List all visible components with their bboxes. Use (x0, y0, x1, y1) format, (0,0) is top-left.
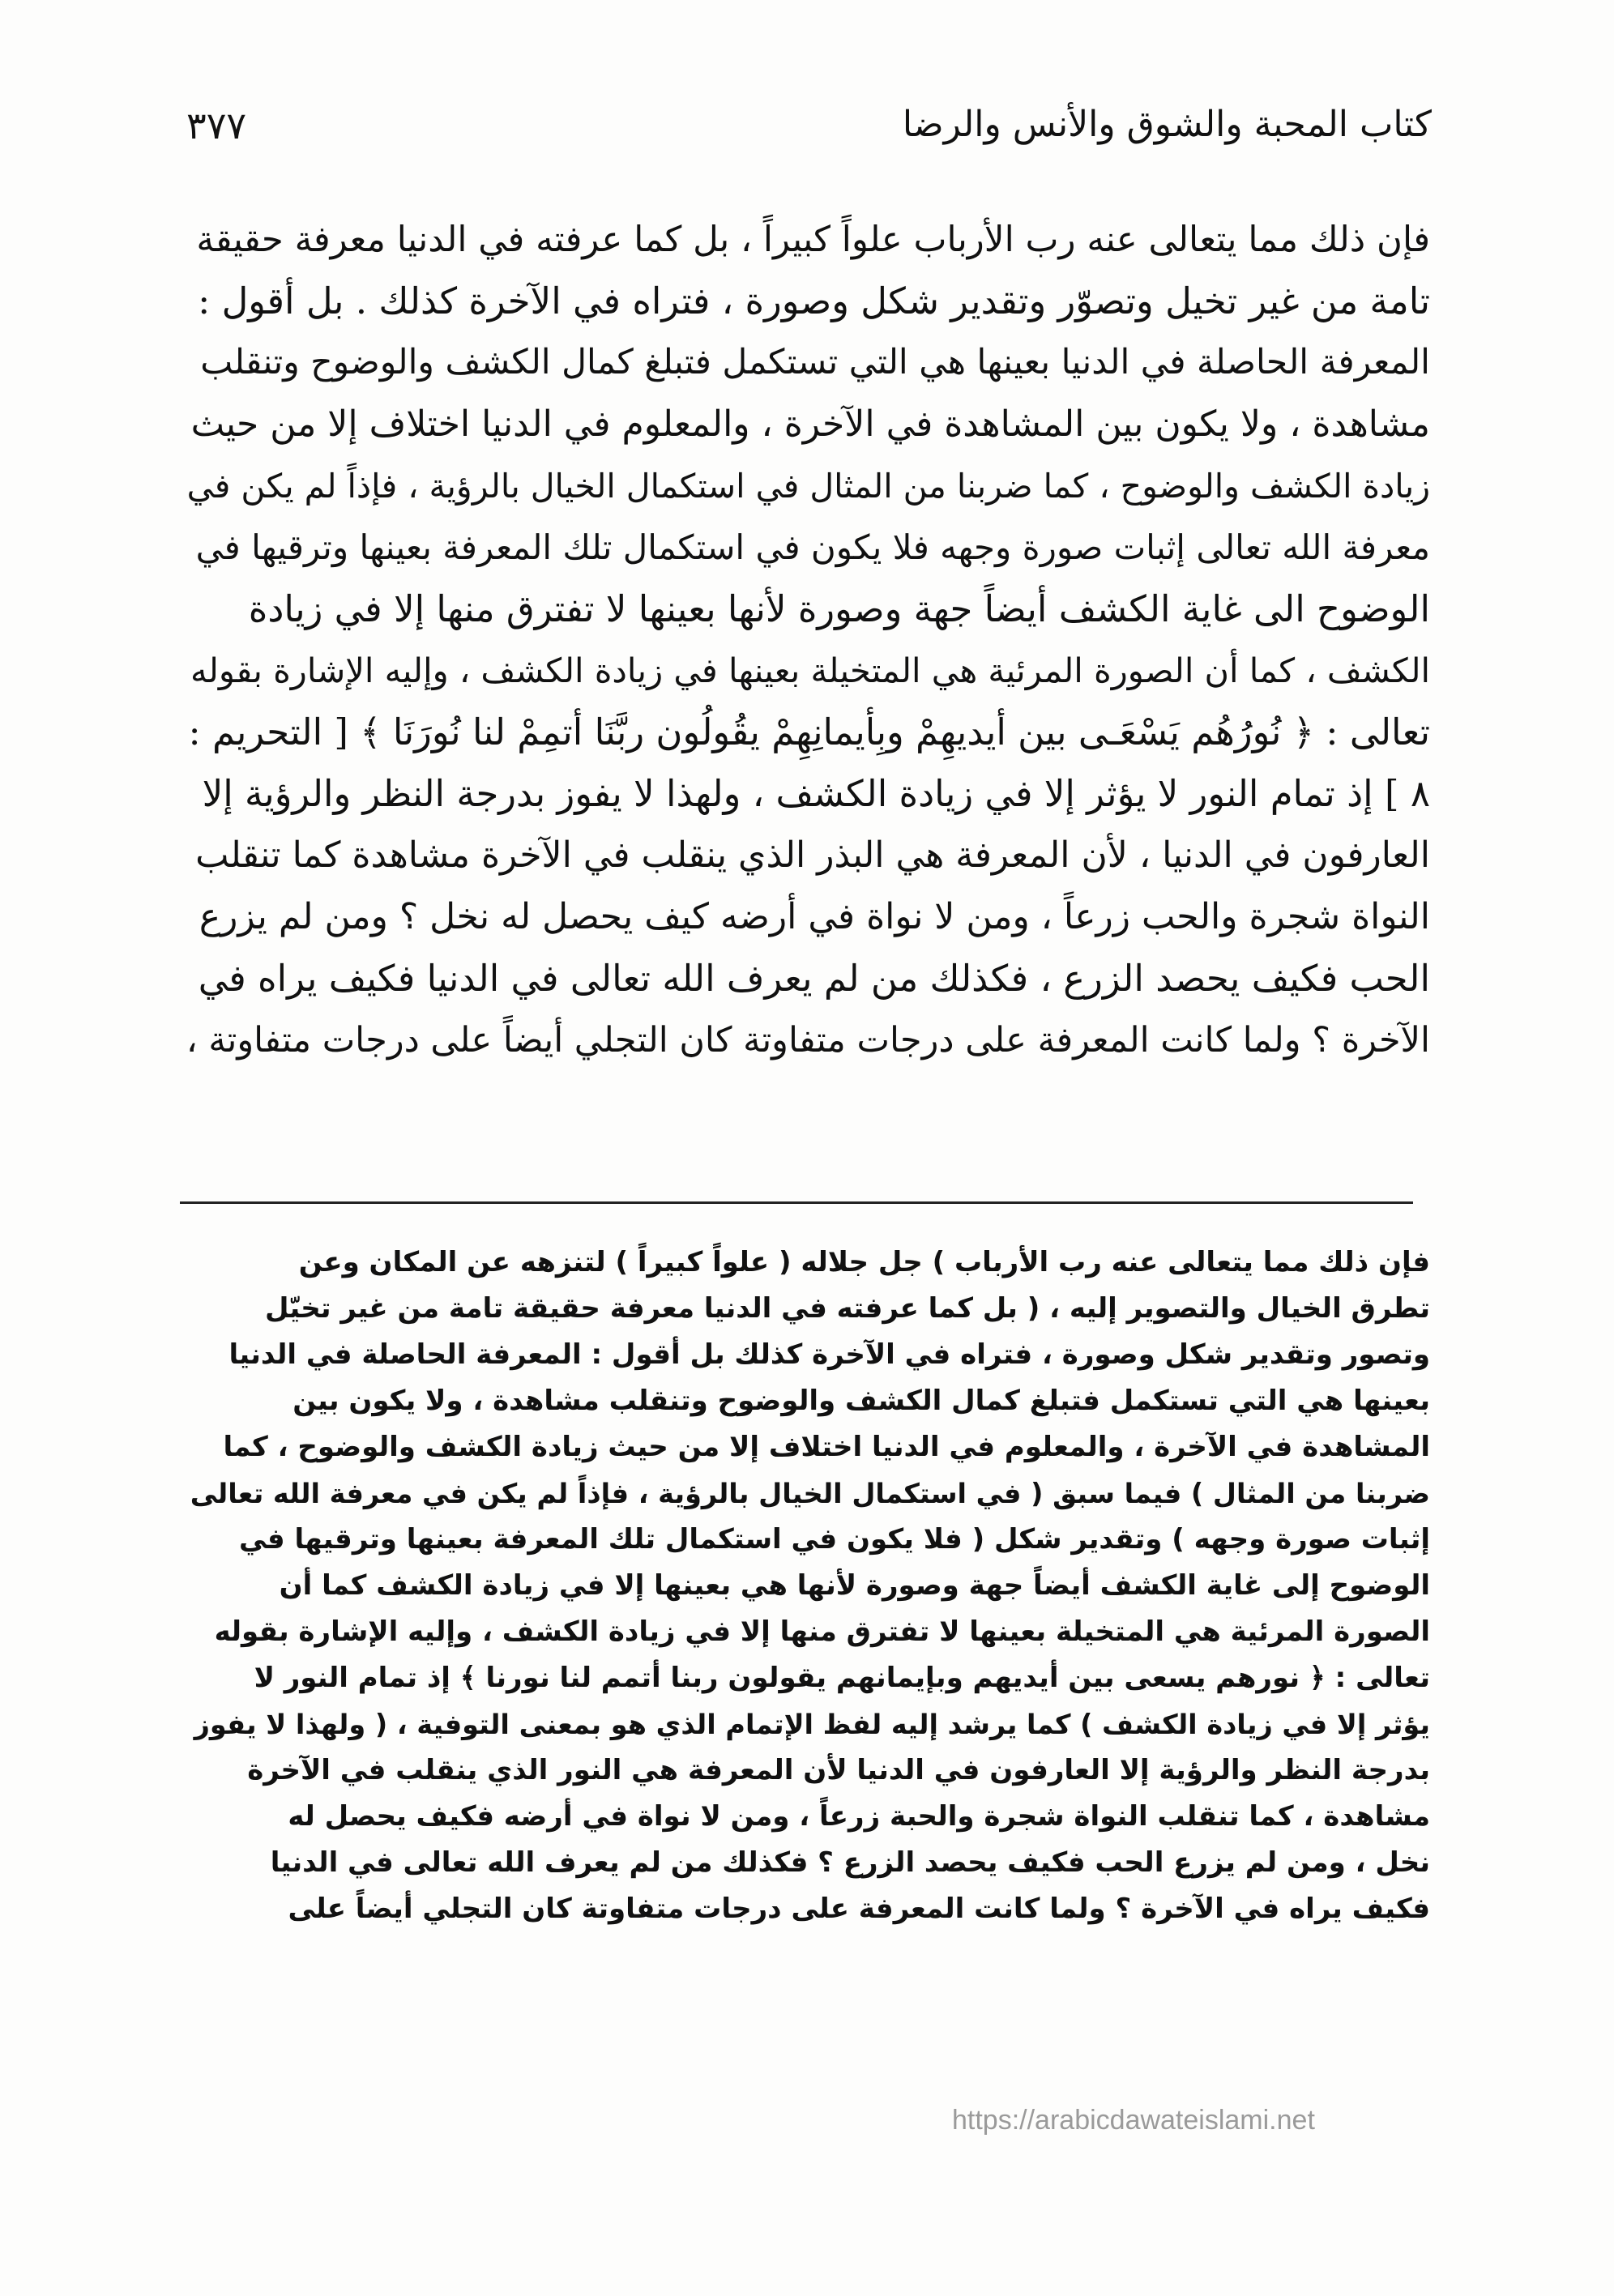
main-line: العارفون في الدنيا ، لأن المعرفة هي البذر الذي ينقلب في الآخرة مشاهدة كما تنقلب (195, 834, 1430, 876)
commentary-line: الصورة المرئية هي المتخيلة بعينها لا تفترق منها إلا في زيادة الكشف ، وإليه الإشارة بقوله (214, 1615, 1430, 1648)
commentary-line: الوضوح إلى غاية الكشف أيضاً جهة وصورة لأنها هي بعينها إلا في زيادة الكشف كما أن (279, 1569, 1430, 1602)
page-number: ٣٧٧ (186, 104, 247, 147)
main-line: فإن ذلك مما يتعالى عنه رب الأرباب علواً كبيراً ، بل كما عرفته في الدنيا معرفة حقيقة (196, 220, 1430, 260)
commentary-line: تعالى : ﴿ نورهم يسعى بين أيديهم وبإيمانهم يقولون ربنا أتمم لنا نورنا ﴾ إذ تمام النور لا (254, 1662, 1430, 1694)
separator-rule (180, 1201, 1413, 1204)
commentary-line: وتصور وتقدير شكل وصورة ، فتراه في الآخرة كذلك بل أقول : المعرفة الحاصلة في الدنيا (228, 1338, 1430, 1371)
running-header (186, 104, 1432, 160)
main-line: ٨ ] إذ تمام النور لا يؤثر إلا في زيادة الكشف ، ولهذا لا يفوز بدرجة النظر والرؤية إلا (202, 772, 1430, 815)
commentary-line: إثبات صورة وجهه ) وتقدير شكل ( فلا يكون في استكمال تلك المعرفة بعينها وترقيها في (238, 1523, 1430, 1556)
commentary-line: بعينها هي التي تستكمل فتبلغ كمال الكشف والوضوح وتنقلب مشاهدة ، ولا يكون بين (292, 1385, 1430, 1417)
commentary-line: تطرق الخيال والتصوير إليه ، ( بل كما عرفته في الدنيا معرفة حقيقة تامة من غير تخيّل (265, 1292, 1430, 1325)
main-line: المعرفة الحاصلة في الدنيا بعينها هي التي تستكمل فتبلغ كمال الكشف والوضوح وتنقلب (200, 343, 1430, 382)
main-line: مشاهدة ، ولا يكون بين المشاهدة في الآخرة ، والمعلوم في الدنيا اختلاف إلا من حيث (190, 403, 1430, 445)
commentary-line: المشاهدة في الآخرة ، والمعلوم في الدنيا اختلاف إلا من حيث زيادة الكشف والوضوح ، كما (223, 1431, 1430, 1463)
main-line: الآخرة ؟ ولما كانت المعرفة على درجات متفاوتة كان التجلي أيضاً على درجات متفاوتة ، (186, 1020, 1430, 1061)
main-line: النواة شجرة والحب زرعاً ، ومن لا نواة في أرضه كيف يحصل له نخل ؟ ومن لم يزرع (199, 896, 1430, 937)
commentary-line: فكيف يراه في الآخرة ؟ ولما كانت المعرفة على درجات متفاوتة كان التجلي أيضاً على (288, 1893, 1430, 1925)
commentary-line: بدرجة النظر والرؤية إلا العارفون في الدنيا لأن المعرفة هي النور الذي ينقلب في الآخرة (247, 1754, 1430, 1786)
main-line: زيادة الكشف والوضوح ، كما ضربنا من المثال في استكمال الخيال بالرؤية ، فإذاً لم يكن في (186, 467, 1430, 506)
commentary-line: فإن ذلك مما يتعالى عنه رب الأرباب ) جل جلاله ( علواً كبيراً ) لتنزهه عن المكان وعن (298, 1246, 1430, 1278)
main-line: تعالى : ﴿ نُورُهُم يَسْعَـى بين أيديهِمْ وبِأيمانِهِمْ يقُولُون ربَّنَا أتمِمْ لنا نُورَنَا ﴾ [ التحريم : (188, 711, 1430, 753)
main-line: الكشف ، كما أن الصورة المرئية هي المتخيلة بعينها في زيادة الكشف ، وإليه الإشارة بقوله (190, 651, 1430, 690)
main-line: تامة من غير تخيل وتصوّر وتقدير شكل وصورة ، فتراه في الآخرة كذلك . بل أقول : (198, 280, 1430, 322)
main-line: الحب فكيف يحصد الزرع ، فكذلك من لم يعرف الله تعالى في الدنيا فكيف يراه في (198, 957, 1430, 1000)
commentary-text (186, 1240, 1430, 1932)
watermark-url: https://arabicdawateislami.net (952, 2105, 1315, 2136)
header-title: كتاب المحبة والشوق والأنس والرضا (902, 104, 1432, 145)
commentary-line: ضربنا من المثال ) فيما سبق ( في استكمال الخيال بالرؤية ، فإذاً لم يكن في معرفة الله تعالى (190, 1478, 1430, 1509)
commentary-line: يؤثر إلا في زيادة الكشف ) كما يرشد إليه لفظ الإتمام الذي هو بمعنى التوفية ، ( ولهذا لا يفوز (194, 1709, 1430, 1740)
commentary-line: نخل ، ومن لم يزرع الحب فكيف يحصد الزرع ؟ فكذلك من لم يعرف الله تعالى في الدنيا (270, 1846, 1430, 1879)
main-line: معرفة الله تعالى إثبات صورة وجهه فلا يكون في استكمال تلك المعرفة بعينها وترقيها في (195, 527, 1430, 567)
main-line: الوضوح الى غاية الكشف أيضاً جهة وصورة لأنها بعينها لا تفترق منها إلا في زيادة (248, 587, 1430, 630)
main-text (186, 209, 1430, 1071)
commentary-line: مشاهدة ، كما تنقلب النواة شجرة والحبة زرعاً ، ومن لا نواة في أرضه فكيف يحصل له (288, 1800, 1430, 1833)
